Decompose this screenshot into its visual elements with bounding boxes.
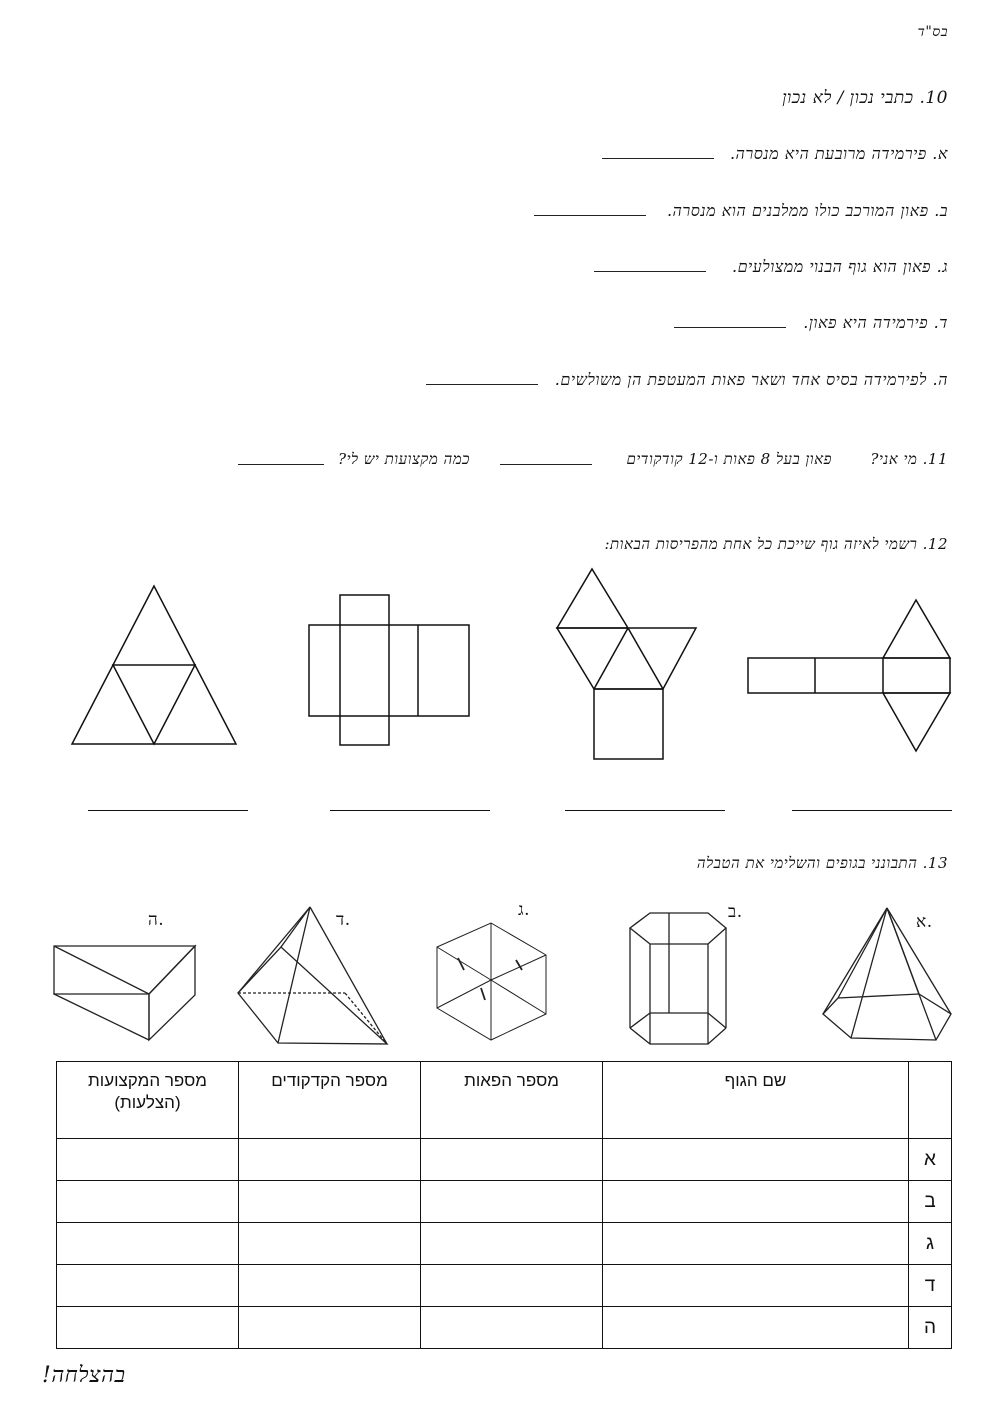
q10-item-b: ב. פאון המורכב כולו ממלבנים הוא מנסרה. <box>666 201 948 220</box>
table-row <box>57 1307 952 1349</box>
cell-d-edges[interactable] <box>57 1265 239 1307</box>
cell-b-name[interactable] <box>603 1181 909 1223</box>
cell-d-faces[interactable] <box>421 1265 603 1307</box>
q10-title: 10. כתבי נכון / לא נכון <box>782 88 948 108</box>
q13-title: 13. התבונני בגופים והשלימי את הטבלה <box>696 854 948 872</box>
q10-item-e: ה. לפירמידה בסיס אחד ושאר פאות המעטפת הן משולשים. <box>554 370 948 389</box>
cell-b-faces[interactable] <box>421 1181 603 1223</box>
shape-label-d: ד. <box>336 910 351 930</box>
table-header-edges: מספר המקצועות (הצלעות) <box>57 1062 239 1139</box>
q10-item-d: ד. פירמידה היא פאון. <box>803 313 948 332</box>
cell-e-name[interactable] <box>603 1307 909 1349</box>
q10-item-a: א. פירמידה מרובעת היא מנסרה. <box>729 144 948 163</box>
cell-c-name[interactable] <box>603 1223 909 1265</box>
table-header-name: שם הגוף <box>603 1062 909 1139</box>
table-row <box>57 1223 952 1265</box>
row-label-c: ג <box>909 1223 952 1265</box>
bsd-header: בס"ד <box>917 24 948 40</box>
table-row <box>57 1139 952 1181</box>
q11-question: כמה מקצועות יש לי? <box>338 450 470 468</box>
solid-triangular-prism <box>54 946 195 1040</box>
row-label-b: ב <box>909 1181 952 1223</box>
cell-a-vertices[interactable] <box>239 1139 421 1181</box>
q11-clue: פאון בעל 8 פאות ו-12 קודקודים <box>626 450 832 468</box>
table-row <box>57 1181 952 1223</box>
table-header-row-label <box>909 1062 952 1139</box>
cell-c-edges[interactable] <box>57 1223 239 1265</box>
cell-a-edges[interactable] <box>57 1139 239 1181</box>
cell-b-vertices[interactable] <box>239 1181 421 1223</box>
good-luck-text: בהצלחה! <box>42 1363 126 1388</box>
cell-b-edges[interactable] <box>57 1181 239 1223</box>
cell-e-vertices[interactable] <box>239 1307 421 1349</box>
cell-d-name[interactable] <box>603 1265 909 1307</box>
cell-e-faces[interactable] <box>421 1307 603 1349</box>
table-row <box>57 1265 952 1307</box>
shape-label-b: ב. <box>728 902 743 922</box>
q12-title: 12. רשמי לאיזה גוף שייכת כל אחת מהפריסות הבאות: <box>604 535 948 553</box>
cell-a-faces[interactable] <box>421 1139 603 1181</box>
cell-a-name[interactable] <box>603 1139 909 1181</box>
q11-number: 11. מי אני? <box>870 450 948 468</box>
row-label-a: א <box>909 1139 952 1181</box>
shape-label-a: א. <box>916 912 933 932</box>
solids-table <box>56 1061 952 1349</box>
cell-e-edges[interactable] <box>57 1307 239 1349</box>
table-header-vertices: מספר הקדקודים <box>239 1062 421 1139</box>
solid-pentagonal-pyramid <box>823 908 951 1040</box>
q10-item-c: ג. פאון הוא גוף הבנוי ממצולעים. <box>731 257 948 276</box>
cell-d-vertices[interactable] <box>239 1265 421 1307</box>
solid-cube <box>437 923 546 1040</box>
row-label-e: ה <box>909 1307 952 1349</box>
cell-c-vertices[interactable] <box>239 1223 421 1265</box>
cell-c-faces[interactable] <box>421 1223 603 1265</box>
solid-square-pyramid <box>238 907 387 1044</box>
solid-hexagonal-prism <box>630 913 726 1044</box>
table-header-faces: מספר הפאות <box>421 1062 603 1139</box>
shape-label-c: ג. <box>518 900 531 920</box>
shape-label-e: ה. <box>148 910 165 930</box>
row-label-d: ד <box>909 1265 952 1307</box>
